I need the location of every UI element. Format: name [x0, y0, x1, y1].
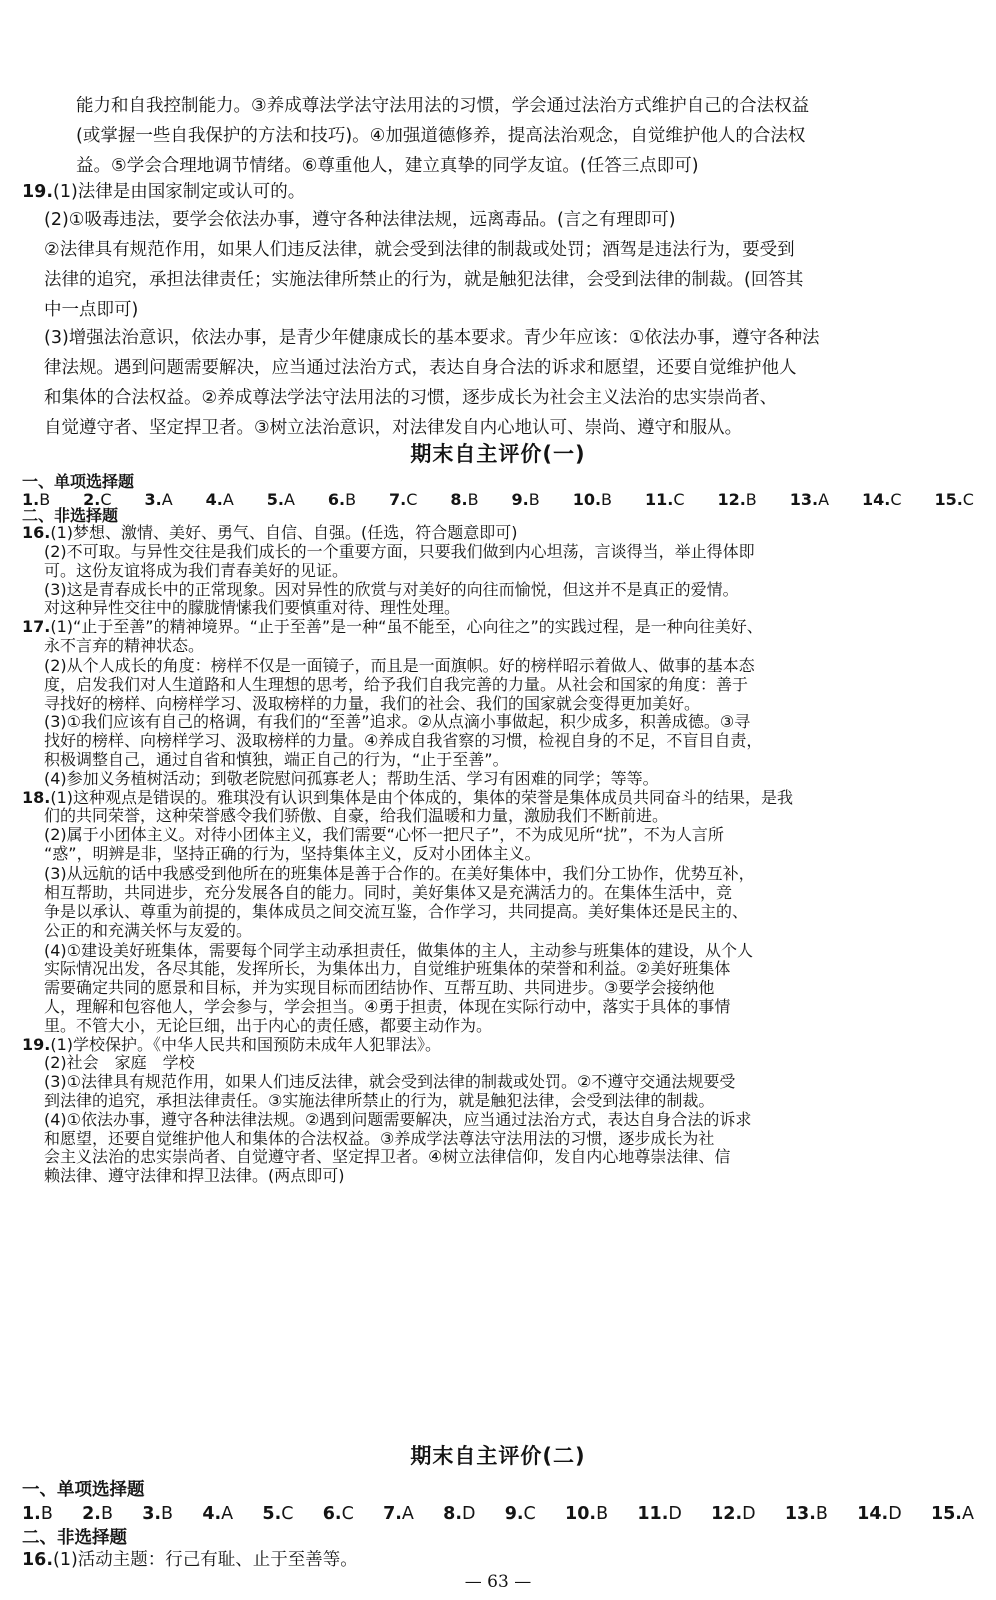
choice-letter: B: [528, 489, 540, 509]
choice-number: 11.: [637, 1504, 669, 1524]
text-line: 需要确定共同的愿景和目标，并为实现目标而团结协作、互帮互助、共同进步。③要学会接纳他: [44, 978, 715, 998]
question-18: [22, 788, 974, 807]
choice-letter: B: [100, 1504, 113, 1524]
section-heading: 二、非选择题: [22, 1528, 127, 1548]
exam1-title: 期末自主评价(一): [410, 442, 586, 467]
choice-number: 9.: [504, 1504, 524, 1524]
question-number: 19.: [22, 1034, 51, 1054]
question-16: [22, 523, 974, 542]
text-line: (3)①法律具有规范作用，如果人们违反法律，就会受到法律的制裁或处罚。②不遵守交通法规要受: [44, 1072, 736, 1092]
choice-letter: D: [461, 1504, 476, 1524]
text-line: (2)从个人成长的角度：榜样不仅是一面镜子，而且是一面旗帜。好的榜样昭示着做人、做事的基本态: [44, 656, 755, 676]
choice-letter: A: [222, 489, 234, 509]
choice-number: 2.: [82, 1504, 101, 1524]
choice-number: 1.: [22, 489, 40, 509]
text-line: (3)①我们应该有自己的格调，有我们的“至善”追求。②从点滴小事做起，积少成多，积善成德。③寻: [44, 712, 751, 732]
question-number: 16.: [22, 522, 51, 542]
text-line: 法律的追究，承担法律责任；实施法律所禁止的行为，就是触犯法律，会受到法律的制裁。(回答其: [44, 270, 804, 290]
choice-letter: B: [815, 1504, 828, 1524]
choice-number: 3.: [144, 489, 162, 509]
answer-text: (1)学校保护。《中华人民共和国预防未成年人犯罪法》。: [50, 1034, 442, 1054]
choice-letter: A: [401, 1504, 414, 1524]
answer-text: (1)“止于至善”的精神境界。“止于至善”是一种“虽不能至，心向往之”的实践过程，是一种向往美好、: [50, 617, 763, 637]
text-line: ②法律具有规范作用，如果人们违反法律，就会受到法律的制裁或处罚；酒驾是违法行为，要受到: [44, 240, 795, 260]
choice-number: 13.: [784, 1504, 816, 1524]
choice-number: 8.: [443, 1504, 462, 1524]
choice-letter: C: [890, 489, 902, 509]
text-line: 会主义法治的忠实崇尚者、自觉遵守者、坚定捍卫者。④树立法律信仰，发自内心地尊崇法律、信: [44, 1147, 731, 1167]
choice-number: 4.: [205, 489, 223, 509]
question-16: [22, 1546, 974, 1574]
choice-number: 4.: [202, 1504, 222, 1524]
text-line: 寻找好的榜样、向榜样学习、汲取榜样的力量，我们的社会、我们的国家就会变得更加美好。: [44, 693, 701, 713]
choice-letter: A: [283, 489, 295, 509]
choice-number: 11.: [644, 489, 674, 509]
text-line: 里。不管大小，无论巨细，出于内心的责任感，都要主动作为。: [44, 1015, 493, 1035]
choice-number: 3.: [142, 1504, 162, 1524]
text-line: 能力和自我控制能力。③养成尊法学法守法用法的习惯，学会通过法治方式维护自己的合法权益: [76, 96, 810, 116]
text-line: 可。这份友谊将成为我们青春美好的见证。: [44, 560, 349, 580]
text-line: 争是以承认、尊重为前提的，集体成员之间交流互鉴，合作学习，共同提高。美好集体还是民主的、: [44, 901, 749, 921]
choice-letter: D: [888, 1504, 902, 1524]
text-line: 和愿望，还要自觉维护他人和集体的合法权益。③养成学法尊法守法用法的习惯，逐步成长为社: [44, 1128, 715, 1148]
choice-number: 12.: [711, 1504, 743, 1524]
text-line: 找好的榜样、向榜样学习、汲取榜样的力量。④养成自我省察的习惯，检视自身的不足，不盲目自责，: [44, 731, 763, 751]
text-line: 和集体的合法权益。②养成尊法学法守法用法的习惯，逐步成长为社会主义法治的忠实崇尚者、: [44, 388, 778, 408]
choice-letter: C: [406, 489, 418, 509]
text-line: (4)①依法办事，遵守各种法律法规。②遇到问题需要解决，应当通过法治方式，表达自身合法的诉求: [44, 1109, 752, 1129]
text-line: 度，启发我们对人生道路和人生理想的思考，给予我们自我完善的力量。从社会和国家的角度：善于: [44, 674, 749, 694]
text-line: 自觉遵守者、坚定捍卫者。③树立法治意识，对法律发自内心地认可、崇尚、遵守和服从。: [44, 418, 743, 438]
text-line: 对这种异性交往中的朦胧情愫我们要慎重对待、理性处理。: [44, 598, 461, 618]
question-number: 19.: [22, 182, 54, 202]
text-line: (或掌握一些自我保护的方法和技巧)。④加强道德修养，提高法治观念，自觉维护他人的合法权: [76, 126, 806, 146]
choice-number: 13.: [789, 489, 819, 509]
text-line: 相互帮助，共同进步，充分发展各自的能力。同时，美好集体又是充满活力的。在集体生活中，竞: [44, 882, 733, 902]
choice-letter: D: [742, 1504, 756, 1524]
text-line: (3)增强法治意识，依法办事，是青少年健康成长的基本要求。青少年应该：①依法办事，遵守各种法: [44, 328, 820, 348]
choice-letter: B: [161, 1504, 174, 1524]
choice-number: 8.: [450, 489, 468, 509]
question-number: 17.: [22, 617, 51, 637]
choice-number: 9.: [511, 489, 529, 509]
question-19: [22, 1035, 974, 1054]
choice-letter: B: [467, 489, 479, 509]
answer-text: (1)活动主题：行己有耻、止于至善等。: [53, 1550, 358, 1570]
choice-number: 6.: [322, 1504, 342, 1524]
choice-number: 1.: [22, 1504, 41, 1524]
text-line: 人，理解和包容他人，学会参与，学会担当。④勇于担责，体现在实际行动中，落实于具体的事情: [44, 997, 731, 1017]
text-line: 积极调整自己，通过自省和慎独，端正自己的行为，“止于至善”。: [44, 750, 509, 770]
exam2-title: 期末自主评价(二): [410, 1444, 586, 1468]
section-heading: 一、单项选择题: [22, 472, 135, 492]
text-line: (3)这是青春成长中的正常现象。因对异性的欣赏与对美好的向往而愉悦，但这并不是真正的爱情。: [44, 579, 739, 599]
text-line: (2)社会 家庭 学校: [44, 1053, 195, 1073]
answer-text: (1)梦想、激情、美好、勇气、自信、自强。(任选，符合题意即可): [50, 522, 518, 542]
text-line: 实际情况出发，各尽其能，发挥所长，为集体出力，自觉维护班集体的荣誉和利益。②美好班集体: [44, 959, 731, 979]
choice-letter: B: [596, 1504, 609, 1524]
choice-letter: C: [962, 489, 974, 509]
choice-number: 7.: [383, 1504, 402, 1524]
question-19: [22, 178, 974, 206]
question-17: [22, 617, 974, 636]
question-number: 16.: [22, 1550, 54, 1570]
text-line: 公正的和充满关怀与友爱的。: [44, 920, 253, 940]
text-line: (2)不可取。与异性交往是我们成长的一个重要方面，只要我们做到内心坦荡，言谈得当，举止得体即: [44, 542, 755, 562]
text-line: (4)参加义务植树活动；到敬老院慰问孤寡老人；帮助生活、学习有困难的同学；等等。: [44, 768, 659, 788]
choice-letter: C: [281, 1504, 294, 1524]
choice-letter: C: [673, 489, 685, 509]
choice-number: 5.: [266, 489, 284, 509]
text-line: 益。⑤学会合理地调节情绪。⑥尊重他人，建立真挚的同学友谊。(任答三点即可): [76, 156, 699, 176]
choice-letter: B: [345, 489, 357, 509]
section-heading: 二、非选择题: [22, 505, 119, 525]
choice-number: 6.: [327, 489, 346, 509]
text-line: (4)①建设美好班集体，需要每个同学主动承担责任，做集体的主人，主动参与班集体的建设，从个人: [44, 940, 754, 960]
choice-letter: B: [39, 489, 51, 509]
choice-letter: A: [161, 489, 173, 509]
page-number: — 63 —: [464, 1572, 532, 1592]
text-line: (2)属于小团体主义。对待小团体主义，我们需要“心怀一把尺子”，不为成见所“扰”，不为人言所: [44, 825, 724, 845]
choice-number: 12.: [717, 489, 746, 509]
choice-number: 14.: [861, 489, 891, 509]
text-line: “惑”，明辨是非，坚持正确的行为，坚持集体主义，反对小团体主义。: [44, 844, 541, 864]
choice-number: 15.: [934, 489, 963, 509]
choice-number: 10.: [572, 489, 602, 509]
text-line: 们的共同荣誉，这种荣誉感令我们骄傲、自豪，给我们温暖和力量，激励我们不断前进。: [44, 806, 669, 826]
choice-letter: C: [523, 1504, 536, 1524]
choice-number: 10.: [565, 1504, 597, 1524]
choice-letter: A: [961, 1504, 974, 1524]
choice-letter: B: [745, 489, 757, 509]
choice-number: 7.: [389, 489, 407, 509]
choice-letter: B: [40, 1504, 53, 1524]
choice-number: 15.: [930, 1504, 962, 1524]
text-line: 到法律的追究，承担法律责任。③实施法律所禁止的行为，就是触犯法律，会受到法律的制裁。: [44, 1091, 715, 1111]
choice-number: 14.: [857, 1504, 889, 1524]
choice-number: 5.: [262, 1504, 282, 1524]
choice-letter: A: [818, 489, 830, 509]
choice-letter: D: [668, 1504, 682, 1524]
choice-letter: C: [100, 489, 112, 509]
text-line: (2)①吸毒违法，要学会依法办事，遵守各种法律法规，远离毒品。(言之有理即可): [44, 210, 676, 230]
text-line: 赖法律、遵守法律和捍卫法律。(两点即可): [44, 1166, 345, 1186]
question-number: 18.: [22, 787, 51, 807]
text-line: 律法规。遇到问题需要解决，应当通过法治方式，表达自身合法的诉求和愿望，还要自觉维护他人: [44, 358, 797, 378]
choice-letter: C: [341, 1504, 354, 1524]
text-line: (3)从远航的话中我感受到他所在的班集体是善于合作的。在美好集体中，我们分工协作，优势互补，: [44, 864, 755, 884]
choice-letter: B: [601, 489, 613, 509]
section-heading: 一、单项选择题: [22, 1480, 145, 1500]
choice-number: 2.: [83, 489, 101, 509]
text-line: 中一点即可): [44, 300, 139, 320]
answer-text: (1)这种观点是错误的。雅琪没有认识到集体是由个体成的，集体的荣誉是集体成员共同奋斗的结果，是我: [50, 787, 794, 807]
choice-letter: A: [221, 1504, 234, 1524]
answer-text: (1)法律是由国家制定或认可的。: [53, 182, 306, 202]
text-line: 永不言弃的精神状态。: [44, 635, 205, 655]
